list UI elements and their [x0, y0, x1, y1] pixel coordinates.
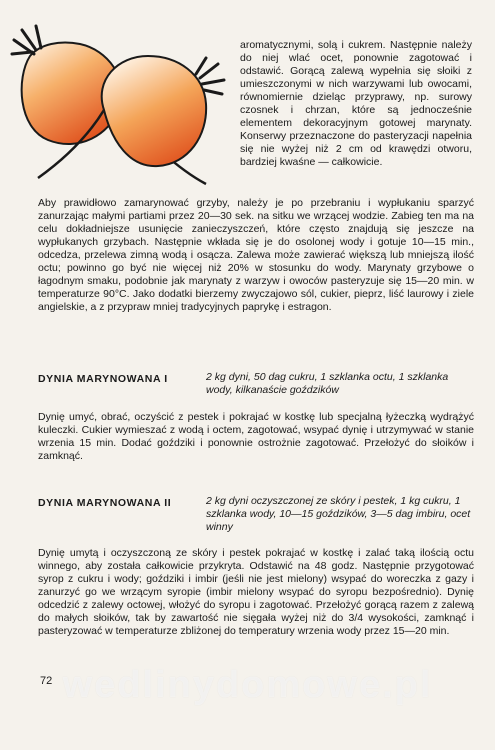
- recipe-method-1: Dynię umyć, obrać, oczyścić z pestek i pokrajać w kostkę lub specjalną łyżeczką wydrążyć kuleczki. Cukier wymieszać z wodą i octem, zagotować, wsypać dynię i utrzymywać w stanie wrzenia 15 min. Dodać goździki i ponownie ostrożnie zagotować. Przełożyć do słoików i zamknąć.: [38, 411, 474, 463]
- recipe-ingredients-1: 2 kg dyni, 50 dag cukru, 1 szklanka octu, 1 szklanka wody, kilkanaście goździków: [206, 371, 449, 396]
- recipe-title-1: DYNIA MARYNOWANA I: [38, 373, 168, 385]
- page-number: 72: [40, 675, 53, 687]
- intro-paragraph: aromatycznymi, solą i cukrem. Następnie należy do niej wlać ocet, ponownie zagotować i odstawić. Gorącą zalewą wypełnia się słoiki z umieszczonymi w nich warzywami lub owocami, równomiernie dzieląc przyprawy, np. surowy czosnek i chrzan, które są jednocześnie elementem dekoracyjnym gotowej marynaty. Konserwy przeznaczone do pasteryzacji napełnia się nie wyżej niż 2 cm od krawędzi otworu, bardziej kwaśne — całkowicie.: [240, 39, 472, 169]
- turnip-illustration: [8, 18, 233, 188]
- recipe-title-2: DYNIA MARYNOWANA II: [38, 497, 172, 509]
- watermark: wedlinydomowe.pl: [62, 664, 433, 706]
- recipe-method-2: Dynię umytą i oczyszczoną ze skóry i pestek pokrajać w kostkę i zalać taką ilością octu winnego, aby została całkowicie przykryta. Odstawić na 48 godz. Następnie przygotować syrop z cukru i wody; goździki i imbir (jeśli nie jest mielony) wsypać do woreczka z gazy i zanurzyć go we wrzącym syropie (imbir mielony wsypać do syropu bezpośrednio). Dynię odcedzić z zalewy octowej, włożyć do syropu i zagotować. Przełożyć gorącą razem z zalewą do małych słoików, tak by zawartość nie sięgała wyżej niż do 3/4 wysokości, zamknąć i pasteryzować w temperaturze zbliżonej do temperatury wrzenia wody przez 15—20 min.: [38, 547, 474, 638]
- recipe-ingredients-2: 2 kg dyni oczyszczonej ze skóry i pestek, 1 kg cukru, 1 szklanka wody, 10—15 goździków, 3—5 dag imbiru, ocet winny: [206, 495, 471, 533]
- mushroom-paragraph: Aby prawidłowo zamarynować grzyby, należy je po przebraniu i wypłukaniu sparzyć zanurzając małymi partiami przez 20—30 sek. na sitku we wrzącej wodzie. Zabieg ten ma na celu dokładniejsze usunięcie zanieczyszczeń, które często znajdują się jeszcze na wypłukanych grzybach. Następnie wkłada się je do osolonej wody i gotuje 10—15 min., odcedza, przelewa zimną wodą i osącza. Zalewa może zawierać większą lub mniejszą ilość octu; powinno go być nie więcej niż 20% w stosunku do wody. Marynaty grzybowe o łagodnym smaku, podobnie jak marynaty z warzyw i owoców pasteryzuje się 15—20 min. w temperaturze 90°C. Jako dodatki bierzemy zwyczajowo sól, cukier, pieprz, liść laurowy i ziele angielskie, a z przypraw mniej tradycyjnych paprykę i estragon.: [38, 197, 474, 314]
